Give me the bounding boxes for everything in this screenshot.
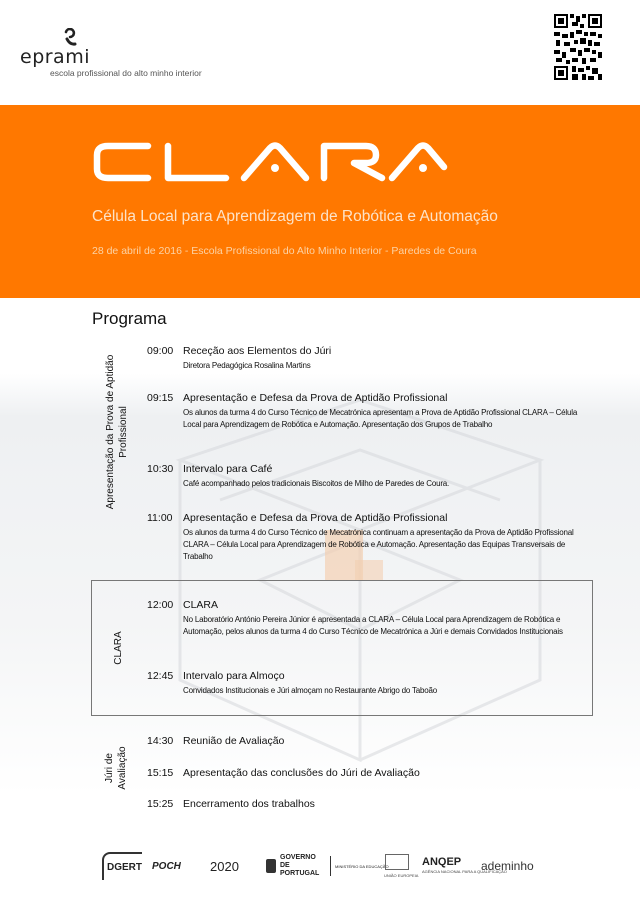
item-title: Intervalo para Almoço bbox=[183, 670, 285, 682]
clara-logo bbox=[92, 141, 448, 183]
program-title: Programa bbox=[92, 309, 167, 328]
item-title: Reunião de Avaliação bbox=[183, 735, 285, 747]
group-label-line: Avaliação bbox=[117, 746, 128, 790]
item-title: Apresentação e Defesa da Prova de Aptidão Profissional bbox=[183, 512, 448, 524]
dgert-logo: DGERT bbox=[102, 852, 142, 880]
anqep-logo: ANQEP bbox=[422, 856, 462, 868]
group-label-line: CLARA bbox=[113, 631, 124, 665]
item-time: 15:15 bbox=[147, 767, 174, 779]
header bbox=[0, 0, 640, 105]
item-description: Os alunos da turma 4 do Curso Técnico de Mecatrónica apresentam a Prova de Aptidão Profissional CLARA – Célula Local para Aprendizagem de Robótica e Automação. Apresentação dos Grupos de Trabalho bbox=[183, 408, 578, 429]
item-time: 11:00 bbox=[147, 512, 173, 524]
group-label-line: Júri de bbox=[104, 753, 115, 784]
item-title: Apresentação e Defesa da Prova de Aptidão Profissional bbox=[183, 392, 448, 404]
item-time: 12:45 bbox=[147, 670, 174, 682]
governo-emblem-icon bbox=[266, 859, 276, 873]
item-title: Intervalo para Café bbox=[183, 463, 273, 475]
item-title: Encerramento dos trabalhos bbox=[183, 798, 315, 810]
governo-text: GOVERNO DE PORTUGAL bbox=[280, 854, 320, 877]
group-label-pap bbox=[104, 337, 130, 527]
group-label-juri bbox=[103, 738, 129, 798]
group-label-clara bbox=[112, 628, 125, 668]
group-label-line: Apresentação da Prova de Aptidão bbox=[105, 354, 116, 510]
item-time: 10:30 bbox=[147, 463, 174, 475]
sponsor-logos bbox=[0, 840, 640, 906]
item-time: 09:00 bbox=[147, 345, 174, 357]
item-title: Receção aos Elementos do Júri bbox=[183, 345, 332, 357]
item-description: No Laboratório António Pereira Júnior é apresentada a CLARA – Célula Local para Aprendizagem de Robótica e Automação, pelos alunos da turma 4 do Curso Técnico de Mecatrónica a Júri e demais Convidados Institucionais bbox=[183, 615, 563, 636]
eprami-mark-icon bbox=[62, 28, 78, 48]
item-time: 09:15 bbox=[147, 392, 174, 404]
item-time: 15:25 bbox=[147, 798, 174, 810]
event-subtitle: Célula Local para Aprendizagem de Robótica e Automação bbox=[92, 208, 498, 225]
eu-flag-icon bbox=[385, 854, 409, 870]
item-description: Convidados Institucionais e Júri almoçam no Restaurante Abrigo do Taboão bbox=[183, 686, 438, 695]
governo-portugal-logo bbox=[266, 852, 324, 880]
anqep-subtitle: AGÊNCIA NACIONAL PARA A QUALIFICAÇÃO bbox=[422, 868, 507, 874]
item-description: Os alunos da turma 4 do Curso Técnico de Mecatrónica continuam a apresentação da Prova de Aptidão Profissional CLARA – Célula Local para Aprendizagem de Robótica e Automação. Apresentação das Equipas Transversais de Trabalho bbox=[183, 528, 574, 561]
eu-label: UNIÃO EUROPEIA bbox=[384, 872, 419, 878]
item-title: Apresentação das conclusões do Júri de Avaliação bbox=[183, 767, 420, 779]
event-date-location: 28 de abril de 2016 - Escola Profissional do Alto Minho Interior - Paredes de Coura bbox=[92, 245, 477, 257]
item-title: CLARA bbox=[183, 599, 219, 611]
portugal-2020-logo: 2020 bbox=[210, 858, 239, 874]
ademinho-logo: ademinho bbox=[481, 859, 534, 873]
logo-name: eprami bbox=[20, 46, 90, 68]
title-banner bbox=[0, 105, 640, 298]
item-description: Diretora Pedagógica Rosalina Martins bbox=[183, 361, 311, 370]
logo-subtitle: escola profissional do alto minho interior bbox=[50, 68, 202, 78]
qr-code-icon bbox=[554, 14, 602, 80]
item-time: 12:00 bbox=[147, 599, 174, 611]
ministerio-logo: MINISTÉRIO DA EDUCAÇÃO bbox=[330, 856, 389, 876]
item-description: Café acompanhado pelos tradicionais Biscoitos de Milho de Paredes de Coura. bbox=[183, 479, 450, 488]
item-time: 14:30 bbox=[147, 735, 174, 747]
group-label-line: Profissional bbox=[118, 406, 129, 458]
poch-logo: POCH bbox=[152, 860, 181, 872]
